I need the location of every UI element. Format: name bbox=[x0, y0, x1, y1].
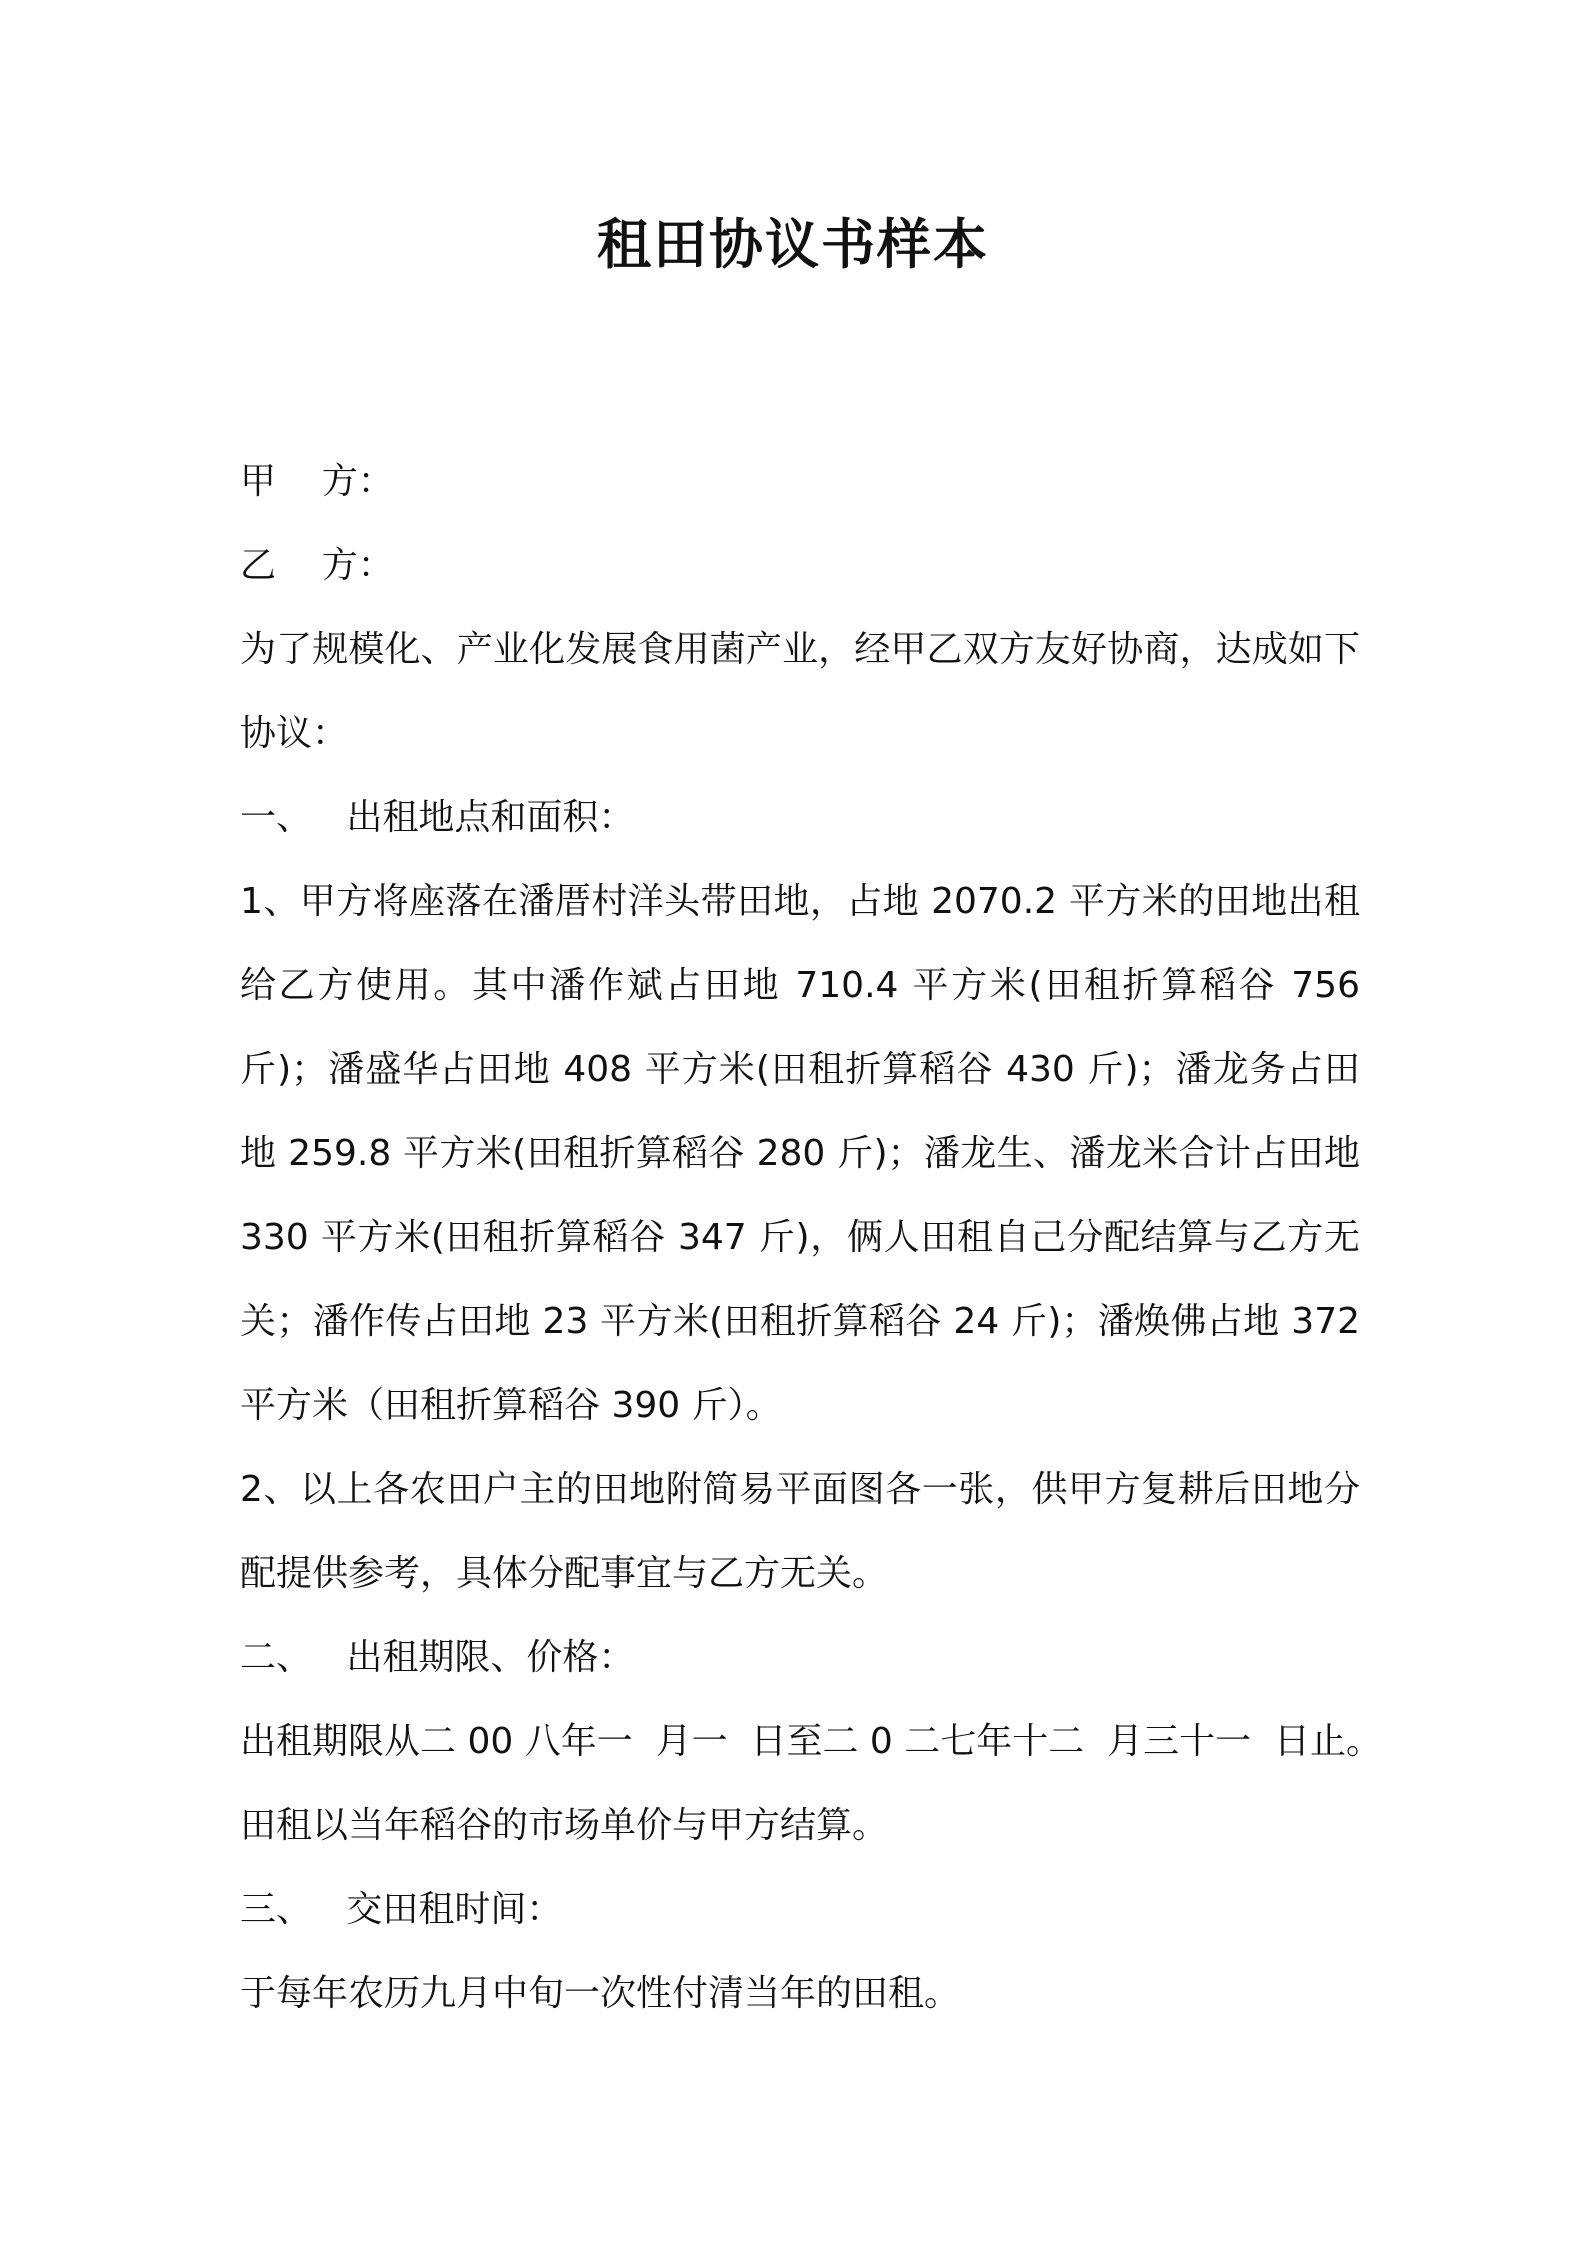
section2-price-line: 田租以当年稻谷的市场单价与甲方结算。 bbox=[240, 1805, 889, 1846]
section1-heading: 一、 出租地点和面积： bbox=[240, 797, 635, 838]
section1-item1: 1、甲方将座落在潘厝村洋头带田地，占地 2070.2 平方米的田地出租给乙方使用。其中潘作斌占田地 710.4 平方米(田租折算稻谷 756 斤)；潘盛华占田地 408 平方米(田租折算稻谷 430 斤)；潘龙务占田地 259.8 平方米(田租折算稻谷 280 斤)；潘龙生、潘龙米合计占田地 330 平方米(田租折算稻谷 347 斤)，俩人田租自己分配结算与乙方无关；潘作传占田地 23 平方米(田租折算稻谷 24 斤)；潘焕佛占地 372 平方米（田租折算稻谷 390 斤）。 bbox=[240, 881, 1360, 1426]
document-title: 租田协议书样本 bbox=[597, 213, 989, 276]
section3-heading: 三、 交田租时间： bbox=[240, 1889, 563, 1930]
party-b-label: 乙 方： bbox=[240, 545, 394, 586]
section1-item2: 2、以上各农田户主的田地附简易平面图各一张，供甲方复耕后田地分配提供参考，具体分配事宜与乙方无关。 bbox=[240, 1469, 1360, 1594]
section2-heading: 二、 出租期限、价格： bbox=[240, 1637, 635, 1678]
section3-payment-line: 于每年农历九月中旬一次性付清当年的田租。 bbox=[240, 1973, 961, 2014]
document-body bbox=[240, 440, 1383, 2036]
party-a-label: 甲 方： bbox=[240, 461, 394, 502]
intro-paragraph: 为了规模化、产业化发展食用菌产业，经甲乙双方友好协商，达成如下协议： bbox=[240, 629, 1360, 754]
section2-term-line: 出租期限从二 00 八年一 月一 日至二 0 二七年十二 月三十一 日止。 bbox=[240, 1721, 1383, 1762]
